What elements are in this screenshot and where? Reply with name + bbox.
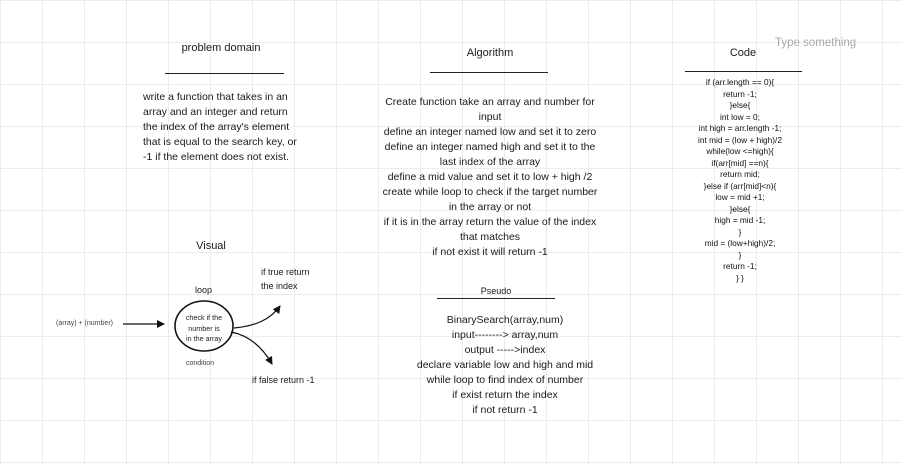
algorithm-line: define a mid value and set it to low + high /2 [387,171,593,183]
pseudo-text [390,313,620,418]
circle-line: in the array [186,334,222,343]
true-branch-label [261,265,310,293]
pseudo-underline [437,298,555,299]
circle-text [176,313,232,345]
code-line: } [738,249,742,260]
code-line: mid = (low+high)/2; [704,238,776,248]
problem-line: that is equal to the search key, or [143,136,297,148]
algorithm-line: last index of the array [439,156,541,168]
code-line: high = mid -1; [714,215,766,225]
code-line: } [738,226,742,237]
pseudo-line: while loop to find index of number [426,374,584,386]
code-line: low = mid +1; [715,192,765,202]
code-line: int high = arr.length -1; [698,123,782,133]
problem-domain-title: problem domain [181,42,261,54]
algorithm-line: if not exist it will return -1 [432,246,548,258]
code-line: int low = 0; [720,111,760,122]
true-arrow [234,306,280,328]
algorithm-line: if it is in the array return the value of the index [383,216,597,228]
circle-line: check if the [185,313,223,322]
visual-title: Visual [196,240,226,252]
code-line: if (arr.length == 0){ [705,77,775,87]
algorithm-line: define an integer named high and set it to the [384,141,596,153]
code-line: int mid = (low + high)/2 [698,134,782,145]
code-line: return -1; [723,261,757,271]
true-branch-line: the index [261,281,298,291]
input-label: (array) + (number) [56,320,113,327]
circle-line: number is [188,323,220,333]
problem-line: -1 if the element does not exist. [143,151,289,163]
pseudo-line: output ----->index [464,344,546,356]
code-line: }else if (arr[mid]<n){ [703,180,777,191]
pseudo-line: if not return -1 [472,404,538,416]
pseudo-line: if exist return the index [452,389,558,401]
code-line: if(arr[mid] ==n){ [711,157,769,168]
algorithm-line: define an integer named low and set it to zero [383,126,597,138]
algorithm-line: that matches [459,231,521,243]
code-line: }else{ [729,203,751,214]
algorithm-line: Create function take an array and number for [385,96,595,108]
pseudo-line: input--------> array,num [451,329,559,341]
algorithm-line: input [478,111,502,123]
code-line: } } [736,272,744,283]
problem-line: write a function that takes in an [143,91,288,103]
pseudo-line: declare variable low and high and mid [416,359,594,371]
false-arrow [231,332,272,364]
false-branch-label: if false return -1 [252,375,315,385]
code-line: }else{ [729,100,751,110]
loop-label: loop [195,285,213,295]
placeholder-text[interactable]: Type something [775,37,857,49]
pseudo-line: BinarySearch(array,num) [446,314,564,326]
problem-line: the index of the array's element [143,121,290,133]
condition-label: condition [186,360,215,367]
code-line: return mid; [720,169,760,179]
algorithm-title: Algorithm [466,47,514,59]
code-line: while(low <=high){ [706,146,774,156]
true-branch-line: if true return [261,267,310,277]
code-title: Code [729,47,757,59]
problem-line: array and an integer and return [143,106,288,118]
pseudo-title: Pseudo [480,286,512,296]
code-line: return -1; [723,88,757,99]
algorithm-line: create while loop to check if the target number [382,186,598,198]
algorithm-line: in the array or not [448,201,532,213]
